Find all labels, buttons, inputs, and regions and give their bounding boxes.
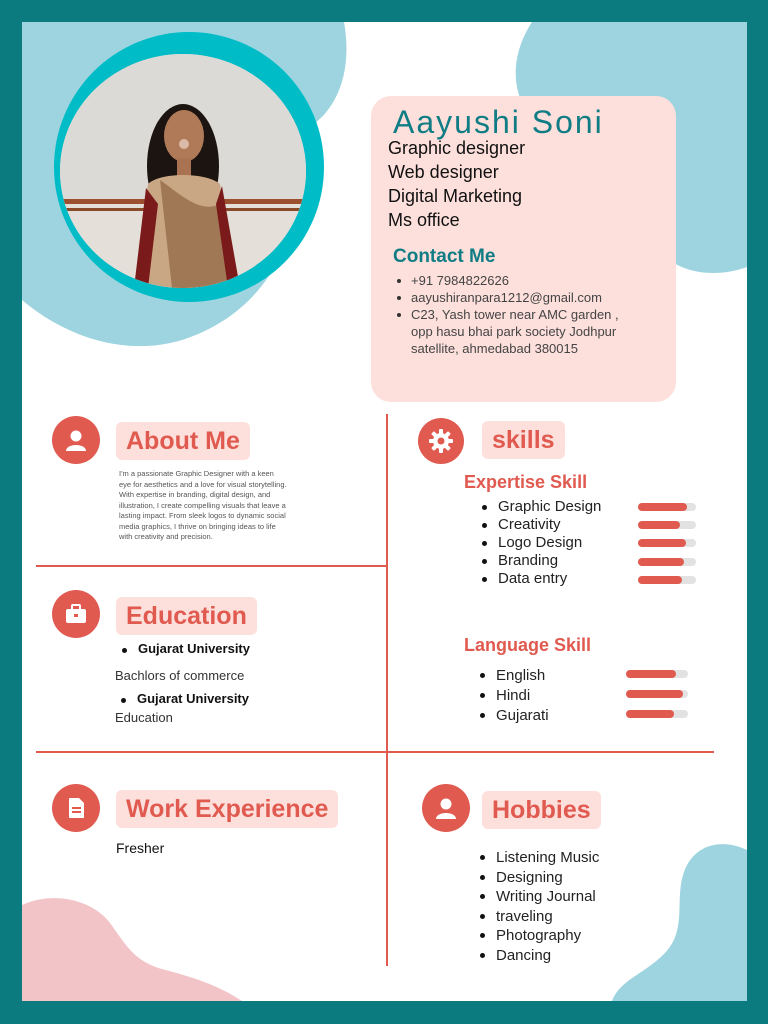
work-title: Work Experience <box>116 790 338 828</box>
skill-level-bar <box>638 558 696 566</box>
role-item: Ms office <box>388 210 460 230</box>
skill-level-bar <box>638 521 696 529</box>
skill-level-fill <box>638 558 684 566</box>
language-list <box>474 666 549 726</box>
skill-level-bar <box>638 576 696 584</box>
skill-level-fill <box>626 690 683 698</box>
about-text: I'm a passionate Graphic Designer with a keen eye for aesthetics and a love for visual storytelling. With expertise in branding, digital design, and illustration, I create compelling visuals that leave a lasting impact. From sleek logos to dynamic social media graphics, I thrive on bringing ideas to life with creativity and precision. <box>119 469 287 541</box>
profile-photo <box>60 54 306 288</box>
education-degree: Education <box>115 710 173 725</box>
person-icon <box>52 416 100 464</box>
skill-level-bar <box>626 670 688 678</box>
language-item: Hindi <box>474 686 549 706</box>
work-text: Fresher <box>116 840 165 856</box>
skill-level-bar <box>638 503 696 511</box>
education-institution: Gujarat University <box>115 691 249 706</box>
contact-phone: +91 7984822626 <box>393 272 643 289</box>
divider-about-education <box>36 565 387 567</box>
header-card <box>371 96 676 402</box>
skill-level-fill <box>626 710 674 718</box>
vertical-divider <box>386 414 388 966</box>
skill-level-bar <box>638 539 696 547</box>
contact-list <box>393 272 643 357</box>
person-icon <box>422 784 470 832</box>
expertise-item: Graphic Design <box>476 498 601 516</box>
language-title: Language Skill <box>464 635 592 655</box>
skill-level-fill <box>638 576 682 584</box>
language-item: Gujarati <box>474 706 549 726</box>
expertise-item: Logo Design <box>476 534 601 552</box>
bottom-left-blob <box>22 897 252 1001</box>
contact-email: aayushiranpara1212@gmail.com <box>393 289 643 306</box>
expertise-item: Data entry <box>476 570 601 588</box>
candidate-name: Aayushi Soni <box>393 104 604 140</box>
education-title: Education <box>116 597 257 635</box>
hobby-item: Photography <box>474 926 599 946</box>
role-item: Graphic designer <box>388 138 526 158</box>
role-item: Web designer <box>388 162 499 182</box>
divider-middle <box>36 751 714 753</box>
education-institution: Gujarat University <box>116 641 250 656</box>
skill-level-fill <box>638 503 687 511</box>
document-icon <box>52 784 100 832</box>
contact-title: Contact Me <box>393 246 496 267</box>
resume-page <box>22 22 747 1001</box>
role-item: Digital Marketing <box>388 186 523 206</box>
hobby-item: Dancing <box>474 946 599 966</box>
skills-title: skills <box>482 421 565 459</box>
skill-level-fill <box>626 670 676 678</box>
expertise-title: Expertise Skill <box>464 472 588 492</box>
hobby-item: Writing Journal <box>474 887 599 907</box>
hobbies-list <box>474 848 599 965</box>
skill-level-bar <box>626 690 688 698</box>
roles-list <box>388 136 525 232</box>
skill-level-fill <box>638 539 686 547</box>
expertise-list <box>476 498 601 588</box>
contact-address: C23, Yash tower near AMC garden , opp hasu bhai park society Jodhpur satellite, ahmedabad 380015 <box>393 306 643 357</box>
skill-level-bar <box>626 710 688 718</box>
hobby-item: Listening Music <box>474 848 599 868</box>
language-item: English <box>474 666 549 686</box>
hobby-item: traveling <box>474 907 599 927</box>
expertise-item: Creativity <box>476 516 601 534</box>
hobbies-title: Hobbies <box>482 791 601 829</box>
briefcase-icon <box>52 590 100 638</box>
hobby-item: Designing <box>474 868 599 888</box>
education-degree: Bachlors of commerce <box>115 668 245 683</box>
expertise-item: Branding <box>476 552 601 570</box>
about-title: About Me <box>116 422 250 460</box>
bottom-right-blob <box>612 842 747 1001</box>
gear-icon <box>418 418 464 464</box>
skill-level-fill <box>638 521 680 529</box>
